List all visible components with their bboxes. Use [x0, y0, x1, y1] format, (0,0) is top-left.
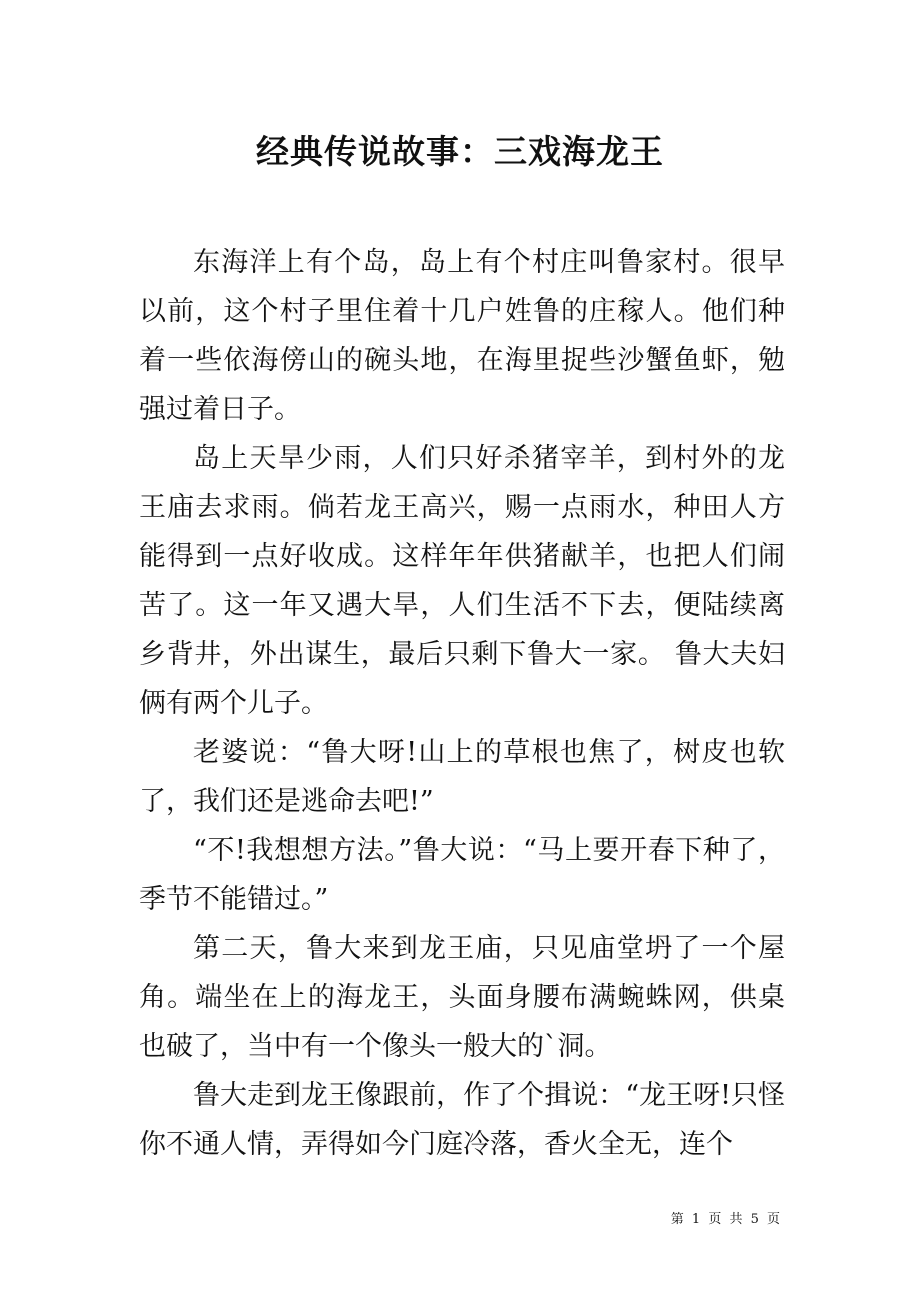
paragraph-1: 东海洋上有个岛，岛上有个村庄叫鲁家村。很早以前，这个村子里住着十几户姓鲁的庄稼人。他们种着一些依海傍山的碗头地，在海里捉些沙蟹鱼虾，勉强过着日子。 [139, 247, 785, 425]
paragraph-4: “不!我想想方法。”鲁大说：“马上要开春下种了，季节不能错过。” [139, 835, 785, 915]
paragraph-6: 鲁大走到龙王像跟前，作了个揖说：“龙王呀!只怪你不通人情，弄得如今门庭冷落，香火全无，连个 [139, 1080, 785, 1160]
document-title: 经典传说故事：三戏海龙王 [256, 132, 664, 171]
paragraph-2: 岛上天旱少雨，人们只好杀猪宰羊，到村外的龙王庙去求雨。倘若龙王高兴，赐一点雨水，种田人方能得到一点好收成。这样年年供猪献羊，也把人们闹苦了。这一年又遇大旱，人们生活不下去，便陆续离乡背井，外出谋生，最后只剩下鲁大一家。 鲁大夫妇俩有两个儿子。 [139, 443, 785, 719]
paragraph-5: 第二天，鲁大来到龙王庙，只见庙堂坍了一个屋角。端坐在上的海龙王，头面身腰布满蜿蛛网，供桌也破了，当中有一个像头一般大的`洞。 [139, 933, 785, 1062]
paragraph-3: 老婆说：“鲁大呀!山上的草根也焦了，树皮也软了，我们还是逃命去吧!” [139, 737, 785, 817]
page-number: 第 1 页 共 5 页 [670, 1212, 782, 1227]
document-body [139, 238, 785, 1169]
